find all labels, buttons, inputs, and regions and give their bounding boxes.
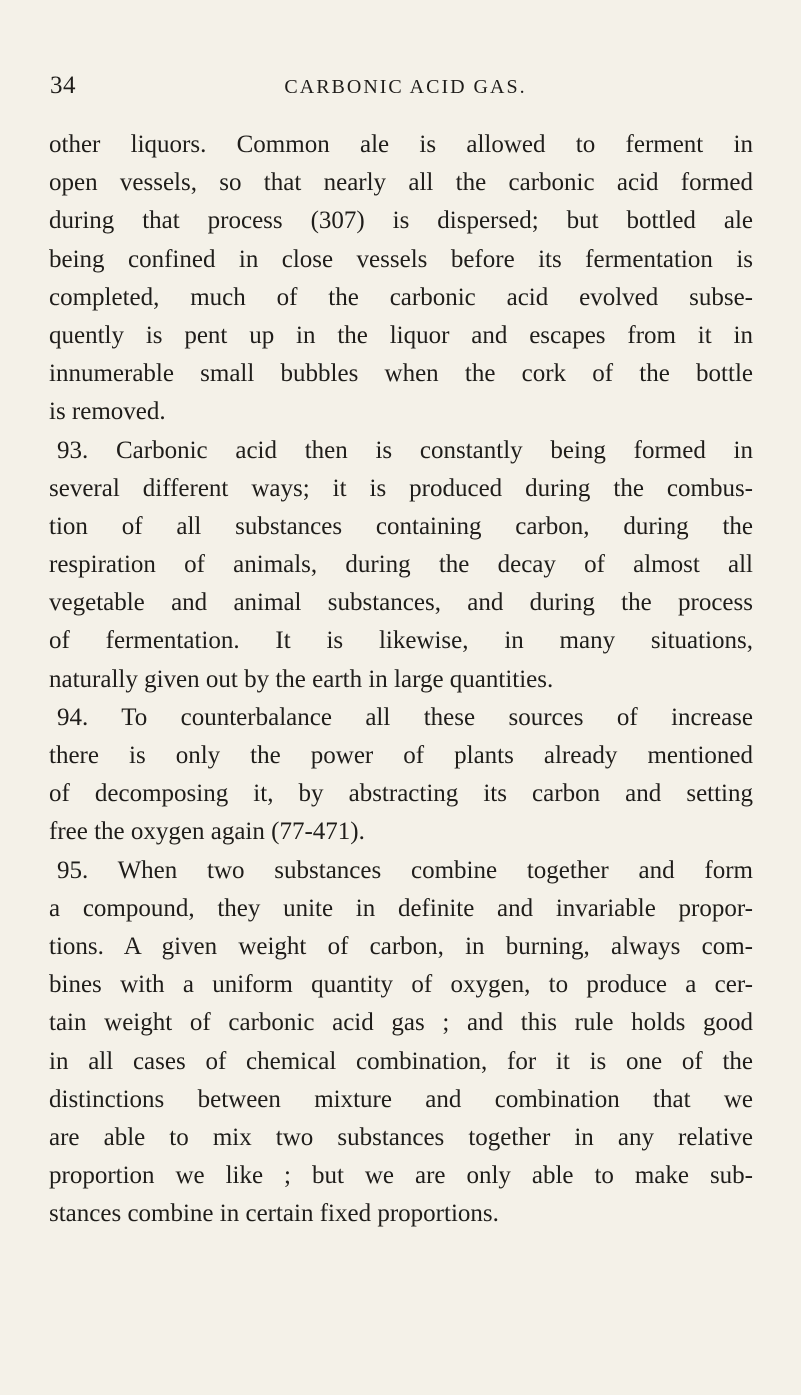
text-line: during that process (307) is dispersed; but bottled ale [49, 207, 753, 235]
text-line: quently is pent up in the liquor and escapes from it in [49, 321, 753, 349]
text-line: in all cases of chemical combination, for it is one of the [49, 1047, 753, 1075]
text-line: vegetable and animal substances, and during the process [49, 589, 753, 617]
text-line: is removed. [49, 398, 166, 426]
body-text [49, 126, 753, 1233]
text-line: naturally given out by the earth in large quantities. [49, 665, 554, 693]
text-line: there is only the power of plants already mentioned [49, 742, 753, 769]
text-line: stances combine in certain fixed proportions. [49, 1200, 499, 1228]
paragraph-95-line: 95. When two substances combine together and form [57, 856, 753, 884]
paragraph-94-line: 94. To counterbalance all these sources of increase [57, 703, 753, 731]
text-line: a compound, they unite in definite and invariable propor- [49, 894, 753, 922]
text-line: of decomposing it, by abstracting its carbon and setting [49, 780, 753, 808]
text-line: completed, much of the carbonic acid evolved subse- [49, 283, 753, 311]
text-line: tain weight of carbonic acid gas ; and this rule holds good [49, 1009, 753, 1037]
text-line: of fermentation. It is likewise, in many situations, [49, 627, 753, 655]
page-header [50, 72, 761, 106]
text-line: proportion we like ; but we are only able to make sub- [49, 1162, 753, 1190]
text-line: open vessels, so that nearly all the carbonic acid formed [49, 169, 753, 197]
text-line: tions. A given weight of carbon, in burning, always com- [49, 932, 753, 960]
text-line: tion of all substances containing carbon, during the [49, 512, 753, 540]
text-line: being confined in close vessels before its fermentation is [49, 245, 753, 273]
text-line: free the oxygen again (77-471). [49, 818, 365, 846]
running-head: CARBONIC ACID GAS. [284, 76, 527, 98]
paragraph-93-line: 93. Carbonic acid then is constantly being formed in [57, 436, 753, 464]
page-number: 34 [50, 72, 76, 99]
text-line: bines with a uniform quantity of oxygen, to produce a cer- [49, 971, 753, 999]
text-line: respiration of animals, during the decay of almost all [49, 551, 753, 579]
text-line: several different ways; it is produced during the combus- [49, 474, 753, 502]
text-line: innumerable small bubbles when the cork of the bottle [49, 360, 753, 388]
text-line: are able to mix two substances together in any relative [49, 1123, 753, 1151]
text-line: other liquors. Common ale is allowed to ferment in [49, 131, 753, 158]
text-line: distinctions between mixture and combination that we [49, 1085, 753, 1113]
